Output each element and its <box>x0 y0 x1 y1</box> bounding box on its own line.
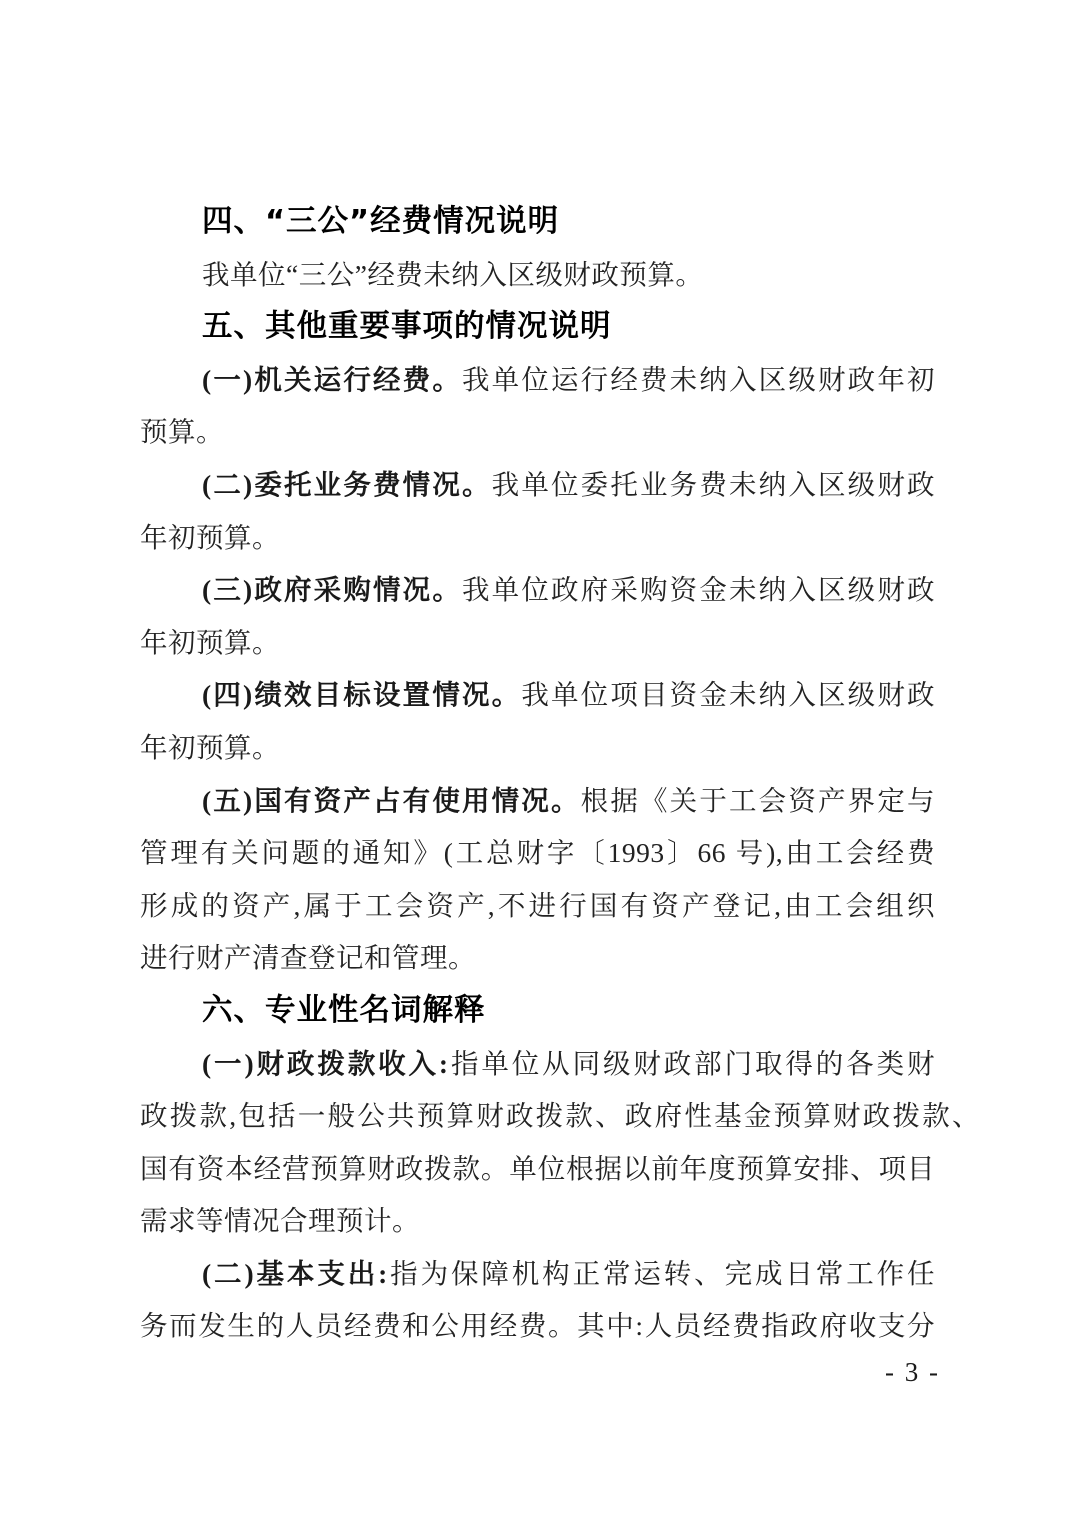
text-run: 我单位政府采购资金未纳入区级财政 <box>461 574 935 606</box>
text-line <box>140 564 935 617</box>
text-run: 指为保障机构正常运转、完成日常工作任 <box>387 1257 935 1289</box>
text-line: 管理有关问题的通知》(工总财字〔1993〕66 号),由工会经费 <box>140 837 935 869</box>
heading-section-6: 六、专业性名词解释 <box>202 992 486 1028</box>
text-line <box>140 669 935 722</box>
defined-term: (三)政府采购情况。 <box>202 574 462 606</box>
text-line: 年初预算。 <box>140 521 280 553</box>
text-line: 年初预算。 <box>140 731 280 763</box>
text-run: 我单位委托业务费未纳入区级财政 <box>491 468 935 500</box>
page-number: - 3 - <box>885 1357 940 1387</box>
text-run: 指单位从同级财政部门取得的各类财 <box>448 1047 935 1079</box>
text-line: 年初预算。 <box>140 626 280 658</box>
heading-section-5: 五、其他重要事项的情况说明 <box>202 309 612 345</box>
text-line: 预算。 <box>140 416 224 448</box>
text-line <box>140 775 935 828</box>
defined-term: (一)财政拨款收入: <box>202 1047 449 1079</box>
text-line: 我单位“三公”经费未纳入区级财政预算。 <box>202 258 704 290</box>
document-body <box>140 196 980 1353</box>
defined-term: (二)委托业务费情况。 <box>202 468 492 500</box>
text-line: 形成的资产,属于工会资产,不进行国有资产登记,由工会组织 <box>140 889 935 921</box>
text-run: 根据《关于工会资产界定与 <box>580 784 935 816</box>
defined-term: (四)绩效目标设置情况。 <box>202 679 522 711</box>
text-line <box>140 354 935 407</box>
text-run: 我单位项目资金未纳入区级财政 <box>521 679 935 711</box>
text-line: 国有资本经营预算财政拨款。单位根据以前年度预算安排、项目 <box>140 1152 935 1184</box>
text-line: 务而发生的人员经费和公用经费。其中:人员经费指政府收支分 <box>140 1310 935 1342</box>
text-line <box>140 459 935 512</box>
text-line <box>140 1038 935 1091</box>
defined-term: (一)机关运行经费。 <box>202 363 462 395</box>
defined-term: (二)基本支出: <box>202 1257 388 1289</box>
heading-section-4: 四、“三公”经费情况说明 <box>202 204 560 239</box>
defined-term: (五)国有资产占有使用情况。 <box>202 784 581 816</box>
text-line: 进行财产清查登记和管理。 <box>140 942 476 974</box>
text-line: 需求等情况合理预计。 <box>140 1205 420 1237</box>
text-line: 政拨款,包括一般公共预算财政拨款、政府性基金预算财政拨款、 <box>140 1100 980 1132</box>
text-line <box>140 1248 935 1301</box>
text-run: 我单位运行经费未纳入区级财政年初 <box>461 363 935 395</box>
